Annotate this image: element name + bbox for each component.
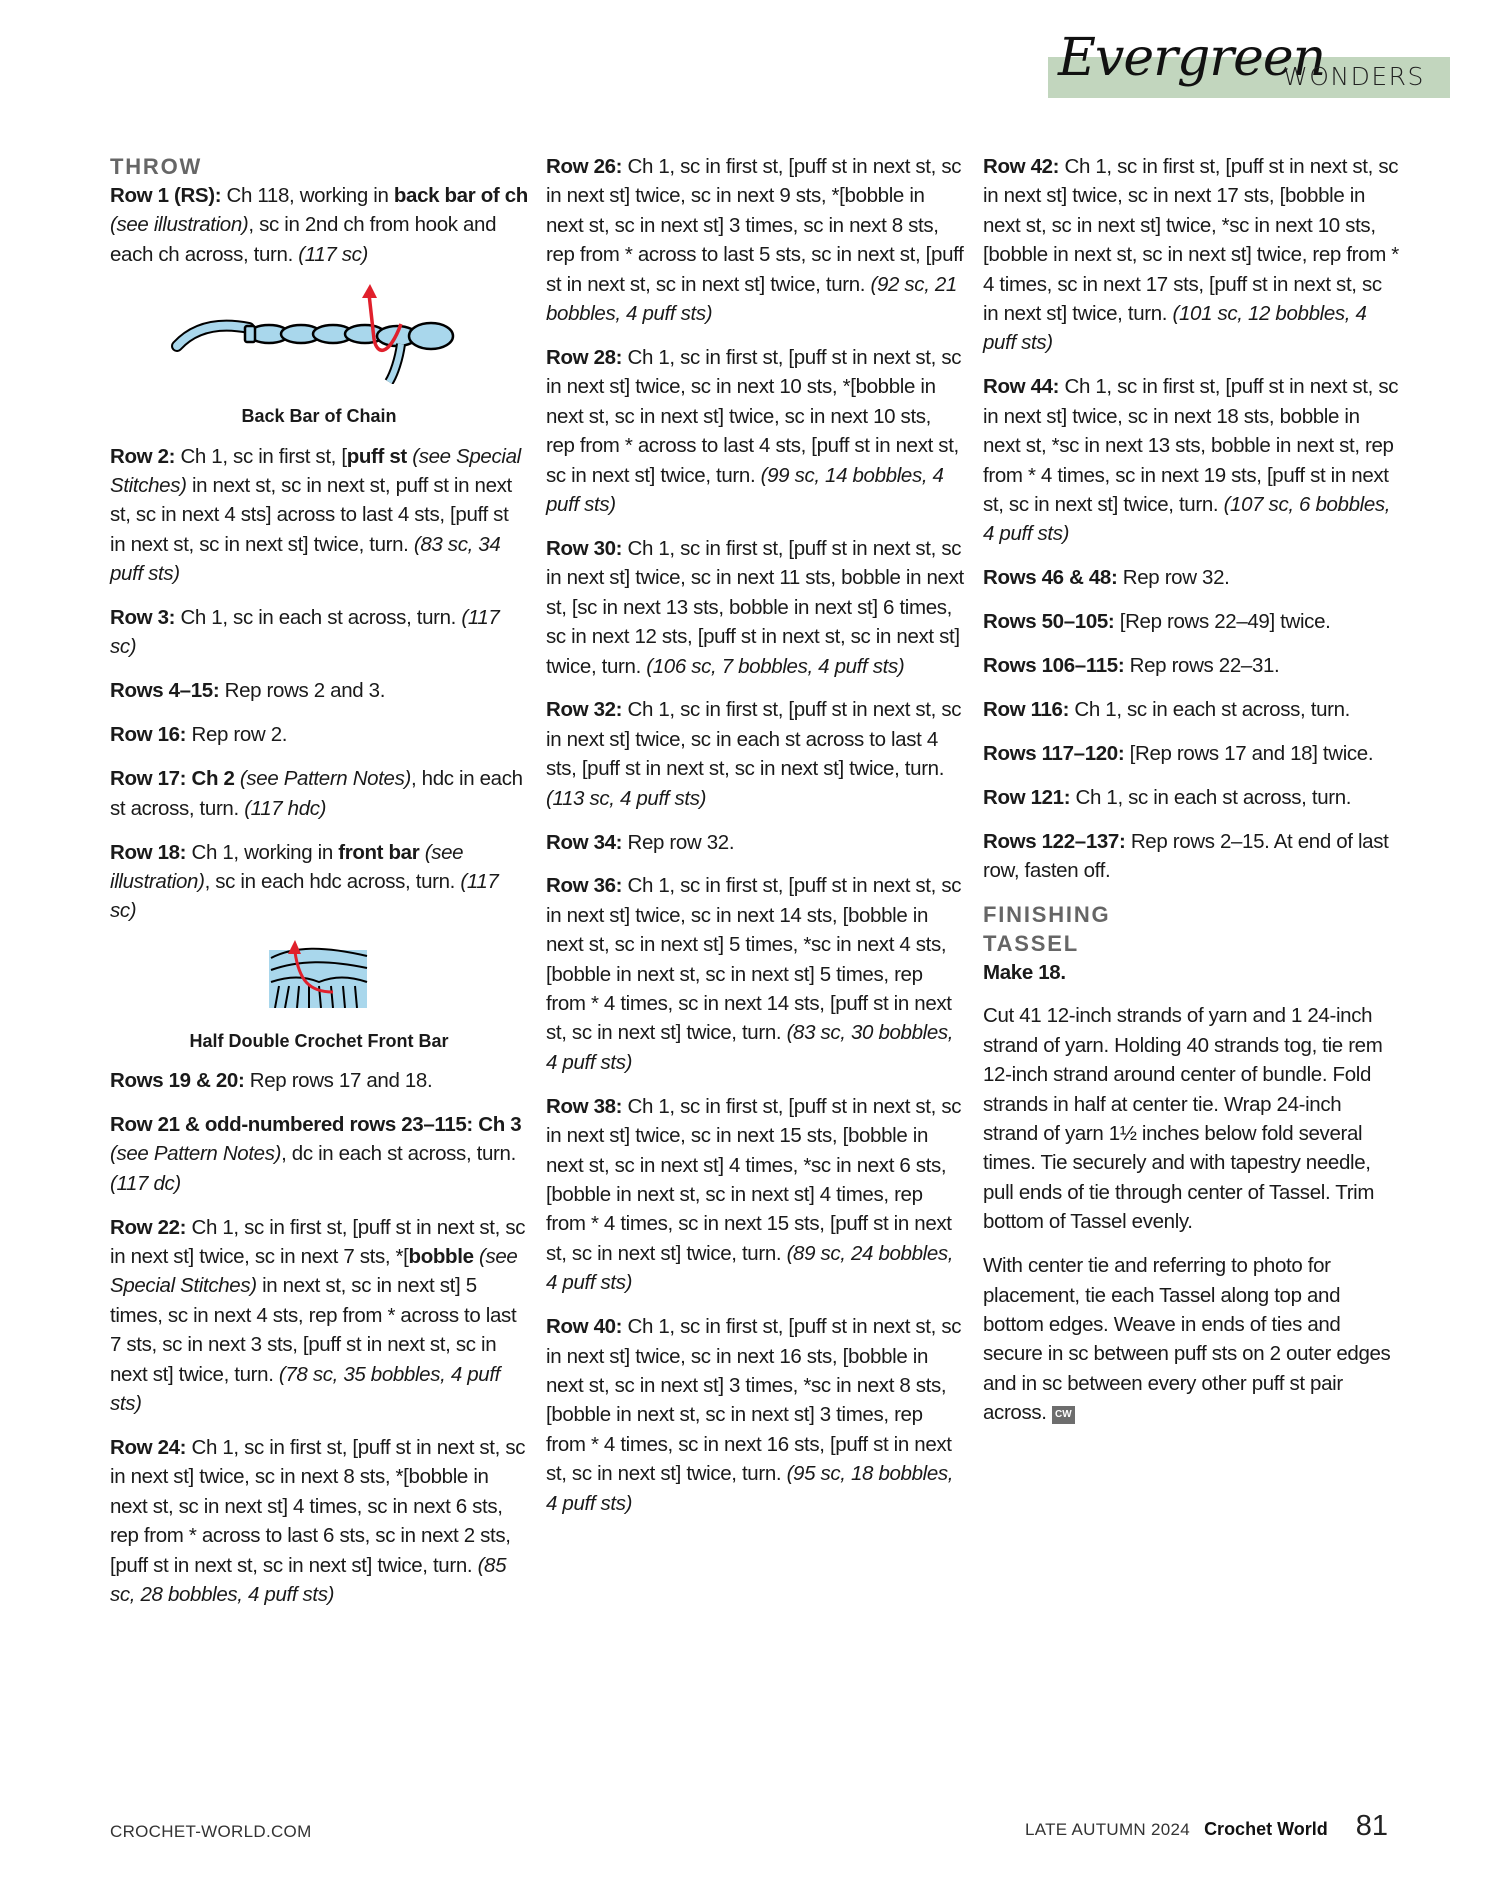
row-label: Row 30: <box>546 536 623 560</box>
stitch-note: (106 sc, 7 bobbles, 4 puff sts) <box>646 654 905 678</box>
row-label: Rows 106–115: <box>983 654 1125 678</box>
footer-magazine-name: Crochet World <box>1204 1819 1328 1839</box>
instruction-text: , hdc in each st across, turn. <box>110 767 523 820</box>
pattern-instruction <box>110 720 528 749</box>
instruction-text: Ch 1, sc in first st, [puff st in next st, sc in next st] twice, sc in next 9 sts, *[bobble in next st, sc in next st] 3 times, sc in next 8 sts, rep from * across to last 5 sts, sc in next st, [puff st in next st, sc in next st] twice, turn. <box>546 155 964 296</box>
row-label: Row 21 & odd-numbered rows 23–115: Ch 3 <box>110 1112 522 1136</box>
row-label: Row 18: <box>110 840 187 864</box>
row-label: Row 16: <box>110 723 187 747</box>
pattern-instruction <box>546 343 964 519</box>
footer-issue: LATE AUTUMN 2024 <box>1024 1820 1191 1839</box>
figure <box>110 284 528 432</box>
pattern-instruction <box>546 828 964 857</box>
pattern-instruction <box>546 534 964 681</box>
instruction-text: Rep rows 17 and 18. <box>244 1069 433 1093</box>
pattern-instruction <box>546 152 964 328</box>
pattern-instruction <box>546 695 964 813</box>
row-label: Row 3: <box>110 606 176 630</box>
row-label: Row 26: <box>546 155 623 178</box>
figure <box>110 940 528 1056</box>
pattern-instruction <box>110 1433 528 1609</box>
instruction-text: Cut 41 12-inch strands of yarn and 1 24-inch strand of yarn. Holding 40 strands tog, tie rem 12-inch strand around center of bundle. Fold strands in half at center tie. Wrap 24-inch strand of yarn 1½ inches below fold several times. Tie securely and with tapestry needle, pull ends of tie through center of Tassel. Trim bottom of Tassel evenly. <box>983 1004 1383 1234</box>
header-caps-title: WONDERS <box>1283 62 1425 91</box>
row-label: Row 28: <box>546 345 623 369</box>
row-label: front bar <box>338 840 420 864</box>
instruction-text: Ch 118, working in <box>221 184 394 207</box>
instruction-text: Ch 1, sc in first st, [puff st in next st, sc in next st] twice, sc in next 14 sts, [bobble in next st, sc in next st] 5 times, *sc in next 4 sts, [bobble in next st, sc in next st] 5 times, rep from * 4 times, sc in next 14 sts, [puff st in next st, sc in next st] twice, turn. <box>546 874 962 1045</box>
row-label: Row 116: <box>983 698 1070 721</box>
row-label: Row 24: <box>110 1436 187 1459</box>
pattern-instruction <box>983 607 1401 636</box>
pattern-instruction <box>110 1066 528 1095</box>
stitch-note: (107 sc, 6 bobbles, 4 puff sts) <box>983 492 1391 546</box>
row-label: Rows 4–15: <box>110 679 220 703</box>
row-label: Row 38: <box>546 1094 623 1118</box>
pattern-instruction <box>983 739 1401 768</box>
stitch-note: (83 sc, 30 bobbles, 4 puff sts) <box>546 1021 954 1074</box>
stitch-note: (see Special Stitches) <box>110 444 521 497</box>
row-label: Row 42: <box>983 155 1060 178</box>
column-3 <box>983 152 1401 1442</box>
header-script-title: Evergreen <box>1058 28 1326 88</box>
stitch-note: (78 sc, 35 bobbles, 4 puff sts) <box>110 1362 501 1416</box>
section-heading: FINISHING <box>983 902 1111 928</box>
instruction-text: in next st, sc in next st, puff st in next st, sc in next 4 sts] across to last 4 sts, [puff st in next st, sc in next st] twice, turn. <box>110 473 512 556</box>
instruction-text: [Rep rows 22–49] twice. <box>1114 610 1331 634</box>
instruction-text: Ch 1, sc in first st, [puff st in next st, sc in next st] twice, sc in next 8 sts, *[bobble in next st, sc in next st] 4 times, sc in next 6 sts, rep from * across to last 6 sts, sc in next 2 sts, [puff st in next st, sc in next st] twice, turn. <box>110 1436 526 1577</box>
instruction-text: With center tie and referring to photo for placement, tie each Tassel along top and bottom edges. Weave in ends of ties and secure in sc between puff sts on 2 outer edges and in sc between every other puff st pair across. <box>983 1254 1391 1425</box>
stitch-note: (see Special Stitches) <box>110 1245 518 1298</box>
stitch-note: (89 sc, 24 bobbles, 4 puff sts) <box>546 1241 954 1295</box>
column-2 <box>546 152 964 1532</box>
pattern-instruction <box>546 1312 964 1518</box>
row-label: Row 44: <box>983 375 1060 399</box>
instruction-text: Ch 1, sc in first st, [puff st in next st, sc in next st] twice, sc in next 7 sts, *[ <box>110 1215 526 1269</box>
stitch-note: (see illustration) <box>110 213 249 237</box>
row-label: Rows 122–137: <box>983 829 1126 853</box>
instruction-text: Ch 1, sc in each st across, turn. <box>175 606 462 630</box>
pattern-instruction <box>110 1213 528 1419</box>
stitch-note: (83 sc, 34 puff sts) <box>110 532 501 586</box>
pattern-instruction <box>983 1251 1401 1427</box>
row-label: Rows 117–120: <box>983 741 1125 765</box>
subheading: Make 18. <box>983 961 1066 985</box>
hdc-front-bar-illustration <box>269 940 369 1008</box>
row-label: Row 34: <box>546 830 623 854</box>
instruction-text: Ch 1, sc in each st across, turn. <box>1070 785 1352 809</box>
pattern-instruction <box>110 838 528 926</box>
row-label: Rows 46 & 48: <box>983 566 1118 590</box>
pattern-instruction <box>110 764 528 823</box>
instruction-text: Rep row 32. <box>622 830 735 854</box>
footer-right <box>1025 1810 1388 1843</box>
pattern-instruction <box>110 442 528 589</box>
instruction-text: Rep row 32. <box>1117 566 1230 590</box>
instruction-text: Ch 1, sc in first st, [puff st in next st, sc in next st] twice, sc in next 17 sts, [bobble in next st, sc in next st] twice, *sc in next 10 sts, [bobble in next st, sc in next st] twice, rep from * 4 times, sc in next 17 sts, [puff st in next st, sc in next st] twice, turn. <box>983 155 1399 326</box>
pattern-instruction <box>983 827 1401 886</box>
row-label: Row 36: <box>546 874 623 898</box>
instruction-text: Rep rows 2 and 3. <box>219 679 386 703</box>
pattern-instruction <box>983 651 1401 680</box>
stitch-note: (117 sc) <box>298 242 369 266</box>
instruction-text: , sc in each hdc across, turn. <box>204 869 461 893</box>
stitch-note: (95 sc, 18 bobbles, 4 puff sts) <box>546 1462 954 1515</box>
pattern-instruction <box>546 871 964 1077</box>
stitch-note: (117 dc) <box>110 1171 181 1195</box>
row-label: puff st <box>346 444 407 468</box>
row-label: Rows 50–105: <box>983 610 1115 634</box>
stitch-note: (see illustration) <box>110 840 464 893</box>
row-label: bobble <box>408 1245 474 1269</box>
pattern-instruction <box>983 1001 1401 1236</box>
pattern-instruction <box>110 676 528 705</box>
back-bar-of-chain-illustration <box>169 284 469 384</box>
pattern-instruction <box>983 695 1401 724</box>
pattern-instruction <box>546 1092 964 1298</box>
instruction-text: [Rep rows 17 and 18] twice. <box>1124 741 1374 765</box>
pattern-instruction <box>983 783 1401 812</box>
row-label: Rows 19 & 20: <box>110 1069 245 1093</box>
row-label: Row 32: <box>546 698 623 722</box>
instruction-text: Rep rows 22–31. <box>1124 654 1280 678</box>
instruction-text: Ch 1, sc in first st, [puff st in next st, sc in next st] twice, sc in next 18 sts, bobble in next st, *sc in next 13 sts, bobble in next st, rep from * 4 times, sc in next 19 sts, [puff st in next st, sc in next st] twice, turn. <box>983 375 1399 516</box>
stitch-note: (see Pattern Notes) <box>110 1142 282 1166</box>
row-label: Row 17: Ch 2 <box>110 767 235 791</box>
row-label: Row 40: <box>546 1315 623 1339</box>
pattern-instruction <box>983 563 1401 592</box>
instruction-text: Ch 1, sc in first st, [puff st in next st, sc in next st] twice, sc in next 11 sts, bobble in next st, [sc in next 13 sts, bobble in next st] 6 times, sc in next 12 sts, [puff st in next st, sc in next st] twice, turn. <box>546 536 964 678</box>
stitch-note: (99 sc, 14 bobbles, 4 puff sts) <box>546 463 944 516</box>
section-heading: TASSEL <box>983 931 1079 957</box>
instruction-text: Ch 1, sc in first st, [puff st in next st, sc in next st] twice, sc in each st across to last 4 sts, [puff st in next st, sc in next st] twice, turn. <box>546 698 962 781</box>
instruction-text: Ch 1, sc in first st, [ <box>175 444 347 468</box>
stitch-note: (113 sc, 4 puff sts) <box>546 786 707 810</box>
instruction-text: , sc in 2nd ch from hook and each ch across, turn. <box>110 213 497 266</box>
pattern-instruction <box>983 372 1401 548</box>
end-mark-icon: CW <box>1052 1406 1075 1424</box>
section-heading: THROW <box>110 154 203 179</box>
instruction-text: Rep rows 2–15. At end of last row, fasten off. <box>983 829 1389 883</box>
row-label: Row 22: <box>110 1215 187 1239</box>
stitch-note: (92 sc, 21 bobbles, 4 puff sts) <box>546 272 957 326</box>
row-label: Row 2: <box>110 444 176 468</box>
figure-caption: Half Double Crochet Front Bar <box>189 1030 449 1051</box>
pattern-instruction <box>983 152 1401 358</box>
stitch-note: (101 sc, 12 bobbles, 4 puff sts) <box>983 302 1367 355</box>
instruction-text: Ch 1, sc in first st, [puff st in next st, sc in next st] twice, sc in next 10 sts, *[bobble in next st, sc in next st] twice, sc in next 10 sts, rep from * across to last 4 sts, [puff st in next st, sc in next st] twice, turn. <box>546 345 962 487</box>
footer-website: CROCHET-WORLD.COM <box>110 1822 312 1841</box>
pattern-instruction <box>110 1110 528 1198</box>
row-label: back bar of ch <box>393 184 528 207</box>
stitch-note: (117 sc) <box>110 606 500 659</box>
stitch-note: (85 sc, 28 bobbles, 4 puff sts) <box>110 1553 507 1607</box>
stitch-note: (117 sc) <box>110 869 499 923</box>
row-label: Row 1 (RS): <box>110 184 222 207</box>
pattern-instruction <box>110 181 528 269</box>
instruction-text: Ch 1, working in <box>186 840 339 864</box>
page-number: 81 <box>1355 1810 1388 1842</box>
pattern-instruction <box>110 603 528 662</box>
instruction-text: Ch 1, sc in first st, [puff st in next st, sc in next st] twice, sc in next 15 sts, [bobble in next st, sc in next st] 4 times, *sc in next 6 sts, [bobble in next st, sc in next st] 4 times, rep from * 4 times, sc in next 15 sts, [puff st in next st, sc in next st] twice, turn. <box>546 1094 962 1265</box>
stitch-note: (117 hdc) <box>244 796 327 820</box>
instruction-text: Ch 1, sc in each st across, turn. <box>1069 698 1350 721</box>
instruction-text: , dc in each st across, turn. <box>281 1142 516 1166</box>
instruction-text: Rep row 2. <box>186 723 288 747</box>
stitch-note: (see Pattern Notes) <box>239 767 411 791</box>
figure-caption: Back Bar of Chain <box>241 406 397 427</box>
row-label: Row 121: <box>983 785 1071 809</box>
instruction-text: Ch 1, sc in first st, [puff st in next st, sc in next st] twice, sc in next 16 sts, [bobble in next st, sc in next st] 3 times, *sc in next 8 sts, [bobble in next st, sc in next st] 3 times, rep from * 4 times, sc in next 16 sts, [puff st in next st, sc in next st] twice, turn. <box>546 1315 962 1486</box>
instruction-text: in next st, sc in next st] 5 times, sc in next 4 sts, rep from * across to last 7 sts, sc in next 3 sts, [puff st in next st, sc in next st] twice, turn. <box>110 1274 517 1386</box>
column-1 <box>110 152 528 1624</box>
